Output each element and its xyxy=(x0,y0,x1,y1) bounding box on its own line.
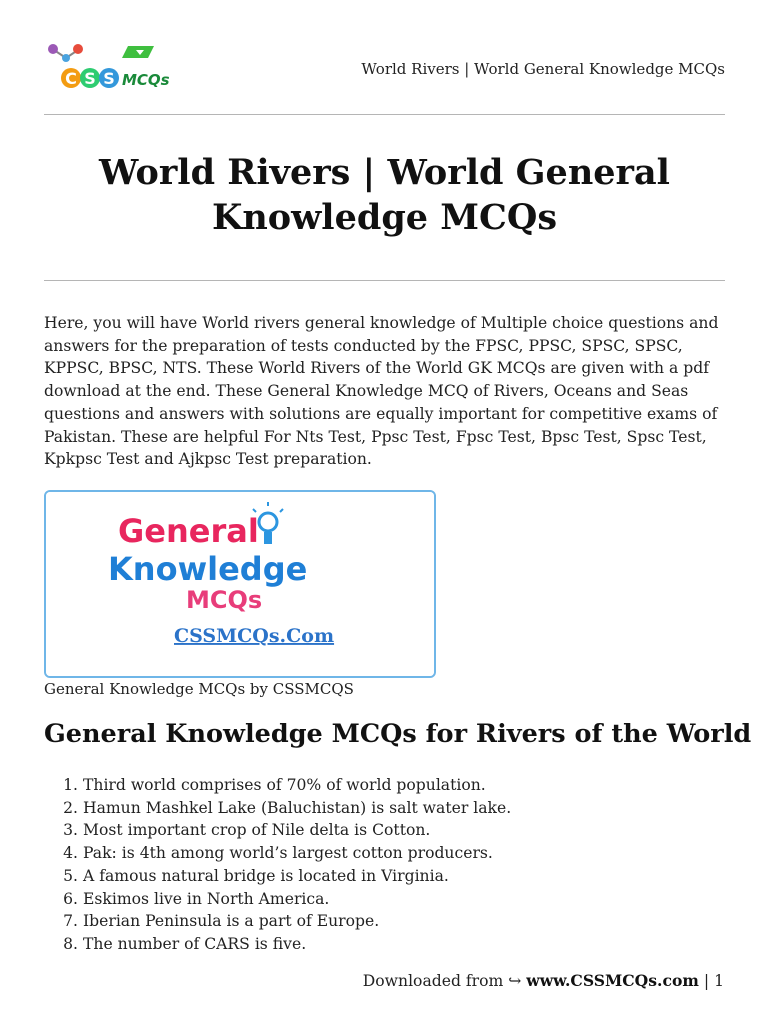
page-number: 1 xyxy=(714,972,724,990)
general-knowledge-banner-image xyxy=(44,490,436,678)
page-footer xyxy=(363,971,724,990)
list-item xyxy=(44,888,511,911)
list-item-number: 8. xyxy=(63,934,78,953)
list-item-text: Eskimos live in North America. xyxy=(83,889,330,908)
list-item-text: Iberian Peninsula is a part of Europe. xyxy=(83,912,380,931)
list-item-number: 5. xyxy=(63,866,78,885)
list-item-text: A famous natural bridge is located in Virginia. xyxy=(83,866,449,885)
image-caption: General Knowledge MCQs by CSSMCQS xyxy=(44,680,354,698)
mcq-list xyxy=(44,774,511,956)
list-item xyxy=(44,910,511,933)
footer-prefix: Downloaded from ↪ xyxy=(362,972,522,990)
list-item-number: 2. xyxy=(63,798,78,817)
cssmcqs-logo[interactable] xyxy=(44,38,174,98)
header-divider xyxy=(44,114,725,115)
footer-site-link[interactable]: www.CSSMCQs.com xyxy=(526,971,699,990)
list-item-text: The number of CARS is five. xyxy=(83,934,307,953)
list-item xyxy=(44,865,511,888)
svg-text:S: S xyxy=(84,69,96,88)
header-title: World Rivers | World General Knowledge MCQs xyxy=(361,60,725,78)
banner-mcqs-text: MCQs xyxy=(186,586,263,614)
svg-text:MCQs: MCQs xyxy=(122,71,170,89)
list-item xyxy=(44,842,511,865)
list-item-number: 3. xyxy=(63,821,78,840)
svg-text:S: S xyxy=(103,69,115,88)
list-item xyxy=(44,819,511,842)
page-header xyxy=(44,34,725,98)
banner-general-text: General xyxy=(118,512,259,550)
list-item xyxy=(44,933,511,956)
banner-site-text: CSSMCQs.Com xyxy=(174,625,335,647)
list-item-number: 6. xyxy=(63,889,78,908)
section-heading: General Knowledge MCQs for Rivers of the World xyxy=(44,719,752,749)
svg-text:C: C xyxy=(65,69,77,88)
page-title: World Rivers | World General Knowledge MCQs xyxy=(99,152,670,238)
list-item-text: Pak: is 4th among world’s largest cotton producers. xyxy=(83,844,493,863)
banner-knowledge-text: Knowledge xyxy=(108,550,308,588)
footer-separator: | xyxy=(703,972,710,990)
list-item-text: Hamun Mashkel Lake (Baluchistan) is salt water lake. xyxy=(83,798,512,817)
list-item-number: 7. xyxy=(63,912,78,931)
title-divider xyxy=(44,280,725,281)
list-item xyxy=(44,774,511,797)
list-item-text: Most important crop of Nile delta is Cotton. xyxy=(83,821,431,840)
list-item-number: 1. xyxy=(63,776,78,794)
list-item-text: Third world comprises of 70% of world population. xyxy=(83,776,486,794)
intro-paragraph: Here, you will have World rivers general knowledge of Multiple choice questions and answers for the preparation of tests conducted by the FPSC, PPSC, SPSC, SPSC, KPPSC, BPSC, NTS. These World Rivers of the World GK MCQs are given with a pdf download at the end. These General Knowledge MCQ of Rivers, Oceans and Seas questions and answers with solutions are equally important for competitive exams of Pakistan. These are helpful For Nts Test, Ppsc Test, Fpsc Test, Bpsc Test, Spsc Test, Kpkpsc Test and Ajkpsc Test preparation. xyxy=(44,314,719,469)
list-item-number: 4. xyxy=(63,844,78,863)
list-item xyxy=(44,797,511,820)
